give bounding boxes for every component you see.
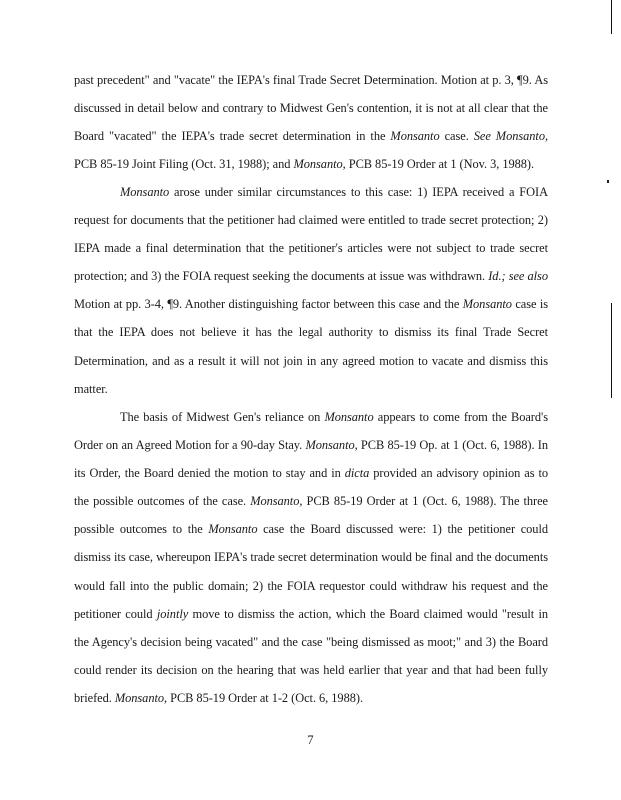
paragraph-3-text: PCB 85-19 Op. at 1 (Oct. 6, 1988). In its Order, the Board denied the motion to stay and in [74,438,548,481]
latin-term-italic: dicta [344,466,370,481]
paragraph-1-text: PCB 85-19 Joint Filing (Oct. 31, 1988); and [74,157,294,172]
page-number: 7 [307,733,314,747]
paragraph-1 [74,66,548,178]
paragraph-3-text: case the Board discussed were: 1) the petitioner could dismiss its case, whereupon IEPA's trade secret determination would be final and the documents would fall into the public domain; 2) the FOIA requestor could withdraw his request and the petitioner could [74,522,548,621]
citation-signal-italic: See Monsanto, [473,129,549,144]
scan-edge-tick [607,180,609,183]
case-name-italic: Monsanto, [305,438,358,453]
paragraph-1-text: past precedent" and "vacate" the IEPA's final Trade Secret Determination. Motion at p. 3, ¶9. As discussed in detail below and contrary to Midwest Gen's contention, it is not at all clear that the Board "vacated" the IEPA's trade secret determination in the [74,73,548,144]
paragraph-3-text: appears to come from the Board's Order on an Agreed Motion for a 90-day Stay. [74,410,548,453]
paragraph-3-text: provided an advisory opinion as to the possible outcomes of the case. [74,466,548,509]
case-name-italic: Monsanto [208,522,258,537]
scan-edge-mark-top [611,0,613,34]
scan-edge-mark-middle [611,303,613,398]
paragraph-3-text: move to dismiss the action, which the Board claimed would "result in the Agency's decision being vacated" and the case "being dismissed as moot;" and 3) the Board could render its decision on the hearing that was held earlier that year and that had been fully briefed. [74,606,548,705]
citation-signal-italic: Id.; see also [488,269,548,284]
paragraph-2-text: Motion at pp. 3-4, ¶9. Another distinguishing factor between this case and the [74,297,463,312]
paragraph-3-text: PCB 85-19 Order at 1 (Oct. 6, 1988). The three possible outcomes to the [74,494,548,537]
text-block-2 [74,178,548,403]
case-name-italic: Monsanto, [250,494,303,509]
paragraph-2-text: arose under similar circumstances to this case: 1) IEPA received a FOIA request for documents that the petitioner had claimed were entitled to trade secret protection; 2) IEPA made a final determination that the petitioner's articles were not subject to trade secret protection; and 3) the FOIA request seeking the documents at issue was withdrawn. [74,185,548,284]
case-name-italic: Monsanto, [114,690,168,705]
case-name-italic: Monsanto, [293,157,346,172]
case-name-italic: Monsanto [120,185,170,199]
paragraph-1-text: PCB 85-19 Order at 1 (Nov. 3, 1988). [345,157,535,172]
paragraph-2-text: case is that the IEPA does not believe it has the legal authority to dismiss its final Trade Secret Determination, and as a result it will not join in any agreed motion to vacate and dismiss this matter. [74,297,548,396]
case-name-italic: Monsanto [324,410,374,424]
paragraph-3-text: PCB 85-19 Order at 1-2 (Oct. 6, 1988). [167,690,363,705]
case-name-italic: Monsanto [390,129,440,144]
text-block-1 [74,66,548,178]
emphasis-italic: jointly [156,606,189,621]
paragraph-2 [74,178,548,403]
text-block-3 [74,403,548,712]
paragraph-3 [74,403,548,712]
paragraph-3-text: The basis of Midwest Gen's reliance on [120,410,325,424]
paragraph-1-text: case. [439,129,474,144]
case-name-italic: Monsanto [462,297,512,312]
